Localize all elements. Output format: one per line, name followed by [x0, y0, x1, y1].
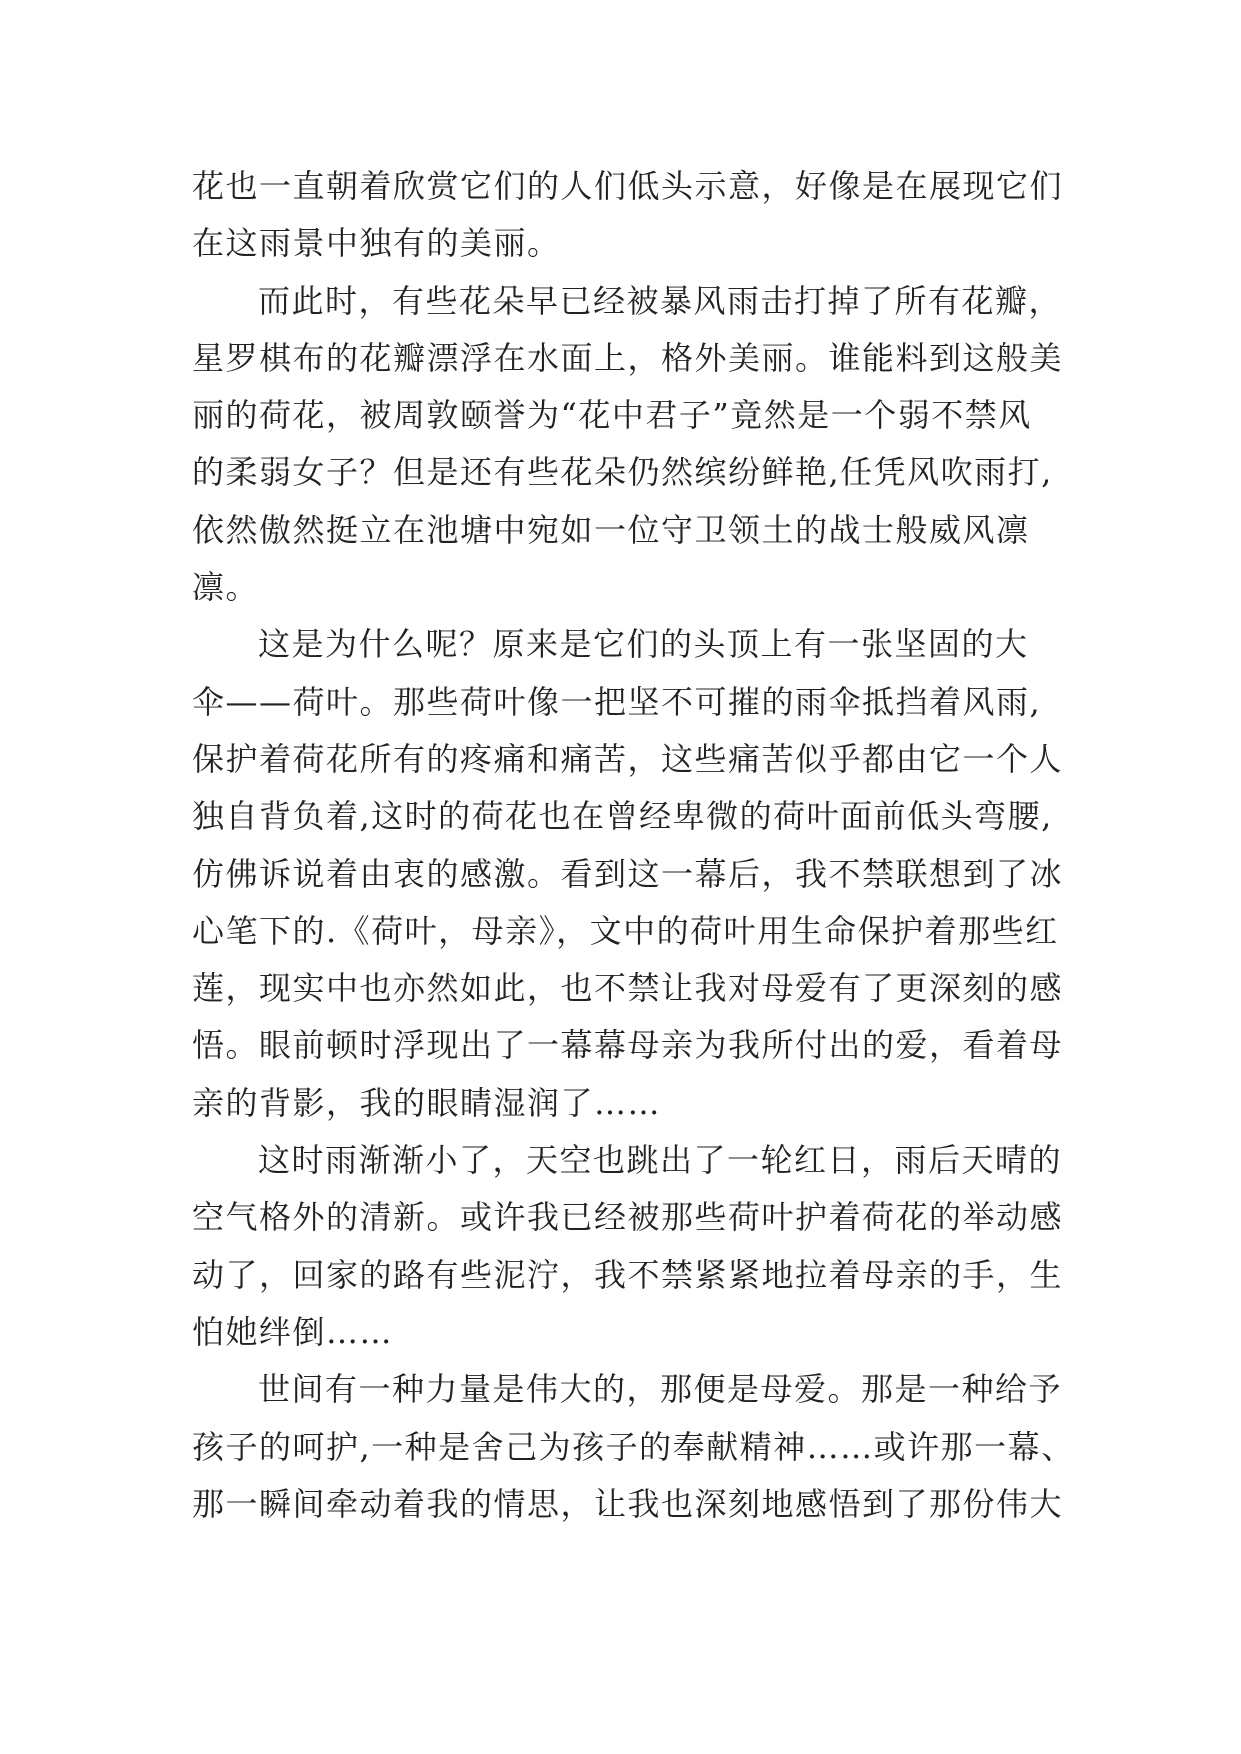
text-line: 悟。眼前顿时浮现出了一幕幕母亲为我所付出的爱，看着母 [192, 1026, 1064, 1065]
text-line: 仿佛诉说着由衷的感激。看到这一幕后，我不禁联想到了冰 [192, 854, 1064, 893]
text-line: 空气格外的清新。或许我已经被那些荷叶护着荷花的举动感 [192, 1198, 1064, 1237]
text-line: 这是为什么呢？原来是它们的头顶上有一张坚固的大 [258, 625, 1029, 664]
text-line: 而此时，有些花朵早已经被暴风雨击打掉了所有花瓣， [258, 281, 1063, 320]
text-line: 星罗棋布的花瓣漂浮在水面上，格外美丽。谁能料到这般美 [192, 338, 1064, 377]
text-line: 花也一直朝着欣赏它们的人们低头示意，好像是在展现它们 [192, 167, 1064, 205]
text-line: 独自背负着,这时的荷花也在曾经卑微的荷叶面前低头弯腰, [192, 797, 1053, 836]
text-line: 保护着荷花所有的疼痛和痛苦，这些痛苦似乎都由它一个人 [192, 739, 1064, 778]
text-line: 世间有一种力量是伟大的，那便是母爱。那是一种给予 [258, 1370, 1063, 1409]
text-line: 那一瞬间牵动着我的情思，让我也深刻地感悟到了那份伟大 [192, 1484, 1064, 1523]
text-line: 亲的背影，我的眼睛湿润了…… [192, 1083, 662, 1122]
text-line: 莲，现实中也亦然如此，也不禁让我对母爱有了更深刻的感 [192, 969, 1064, 1008]
text-line: 伞——荷叶。那些荷叶像一把坚不可摧的雨伞抵挡着风雨, [192, 682, 1042, 721]
text-line: 孩子的呵护,一种是舍己为孩子的奉献精神……或许那一幕、 [192, 1427, 1075, 1466]
text-line: 丽的荷花，被周敦颐誉为“花中君子”竟然是一个弱不禁风 [192, 396, 1032, 435]
text-line: 依然傲然挺立在池塘中宛如一位守卫领土的战士般威风凛 [192, 510, 1030, 549]
text-line: 心笔下的.《荷叶，母亲》，文中的荷叶用生命保护着那些红 [192, 911, 1059, 950]
text-line: 在这雨景中独有的美丽。 [192, 224, 561, 263]
text-line: 这时雨渐渐小了，天空也跳出了一轮红日，雨后天晴的 [258, 1141, 1063, 1180]
text-line: 怕她绊倒…… [192, 1312, 394, 1351]
text-line: 凛。 [192, 568, 260, 607]
text-line: 动了，回家的路有些泥泞，我不禁紧紧地拉着母亲的手，生 [192, 1255, 1064, 1294]
text-line: 的柔弱女子？但是还有些花朵仍然缤纷鲜艳,任凭风吹雨打, [192, 453, 1053, 492]
body-text [192, 158, 1075, 1533]
